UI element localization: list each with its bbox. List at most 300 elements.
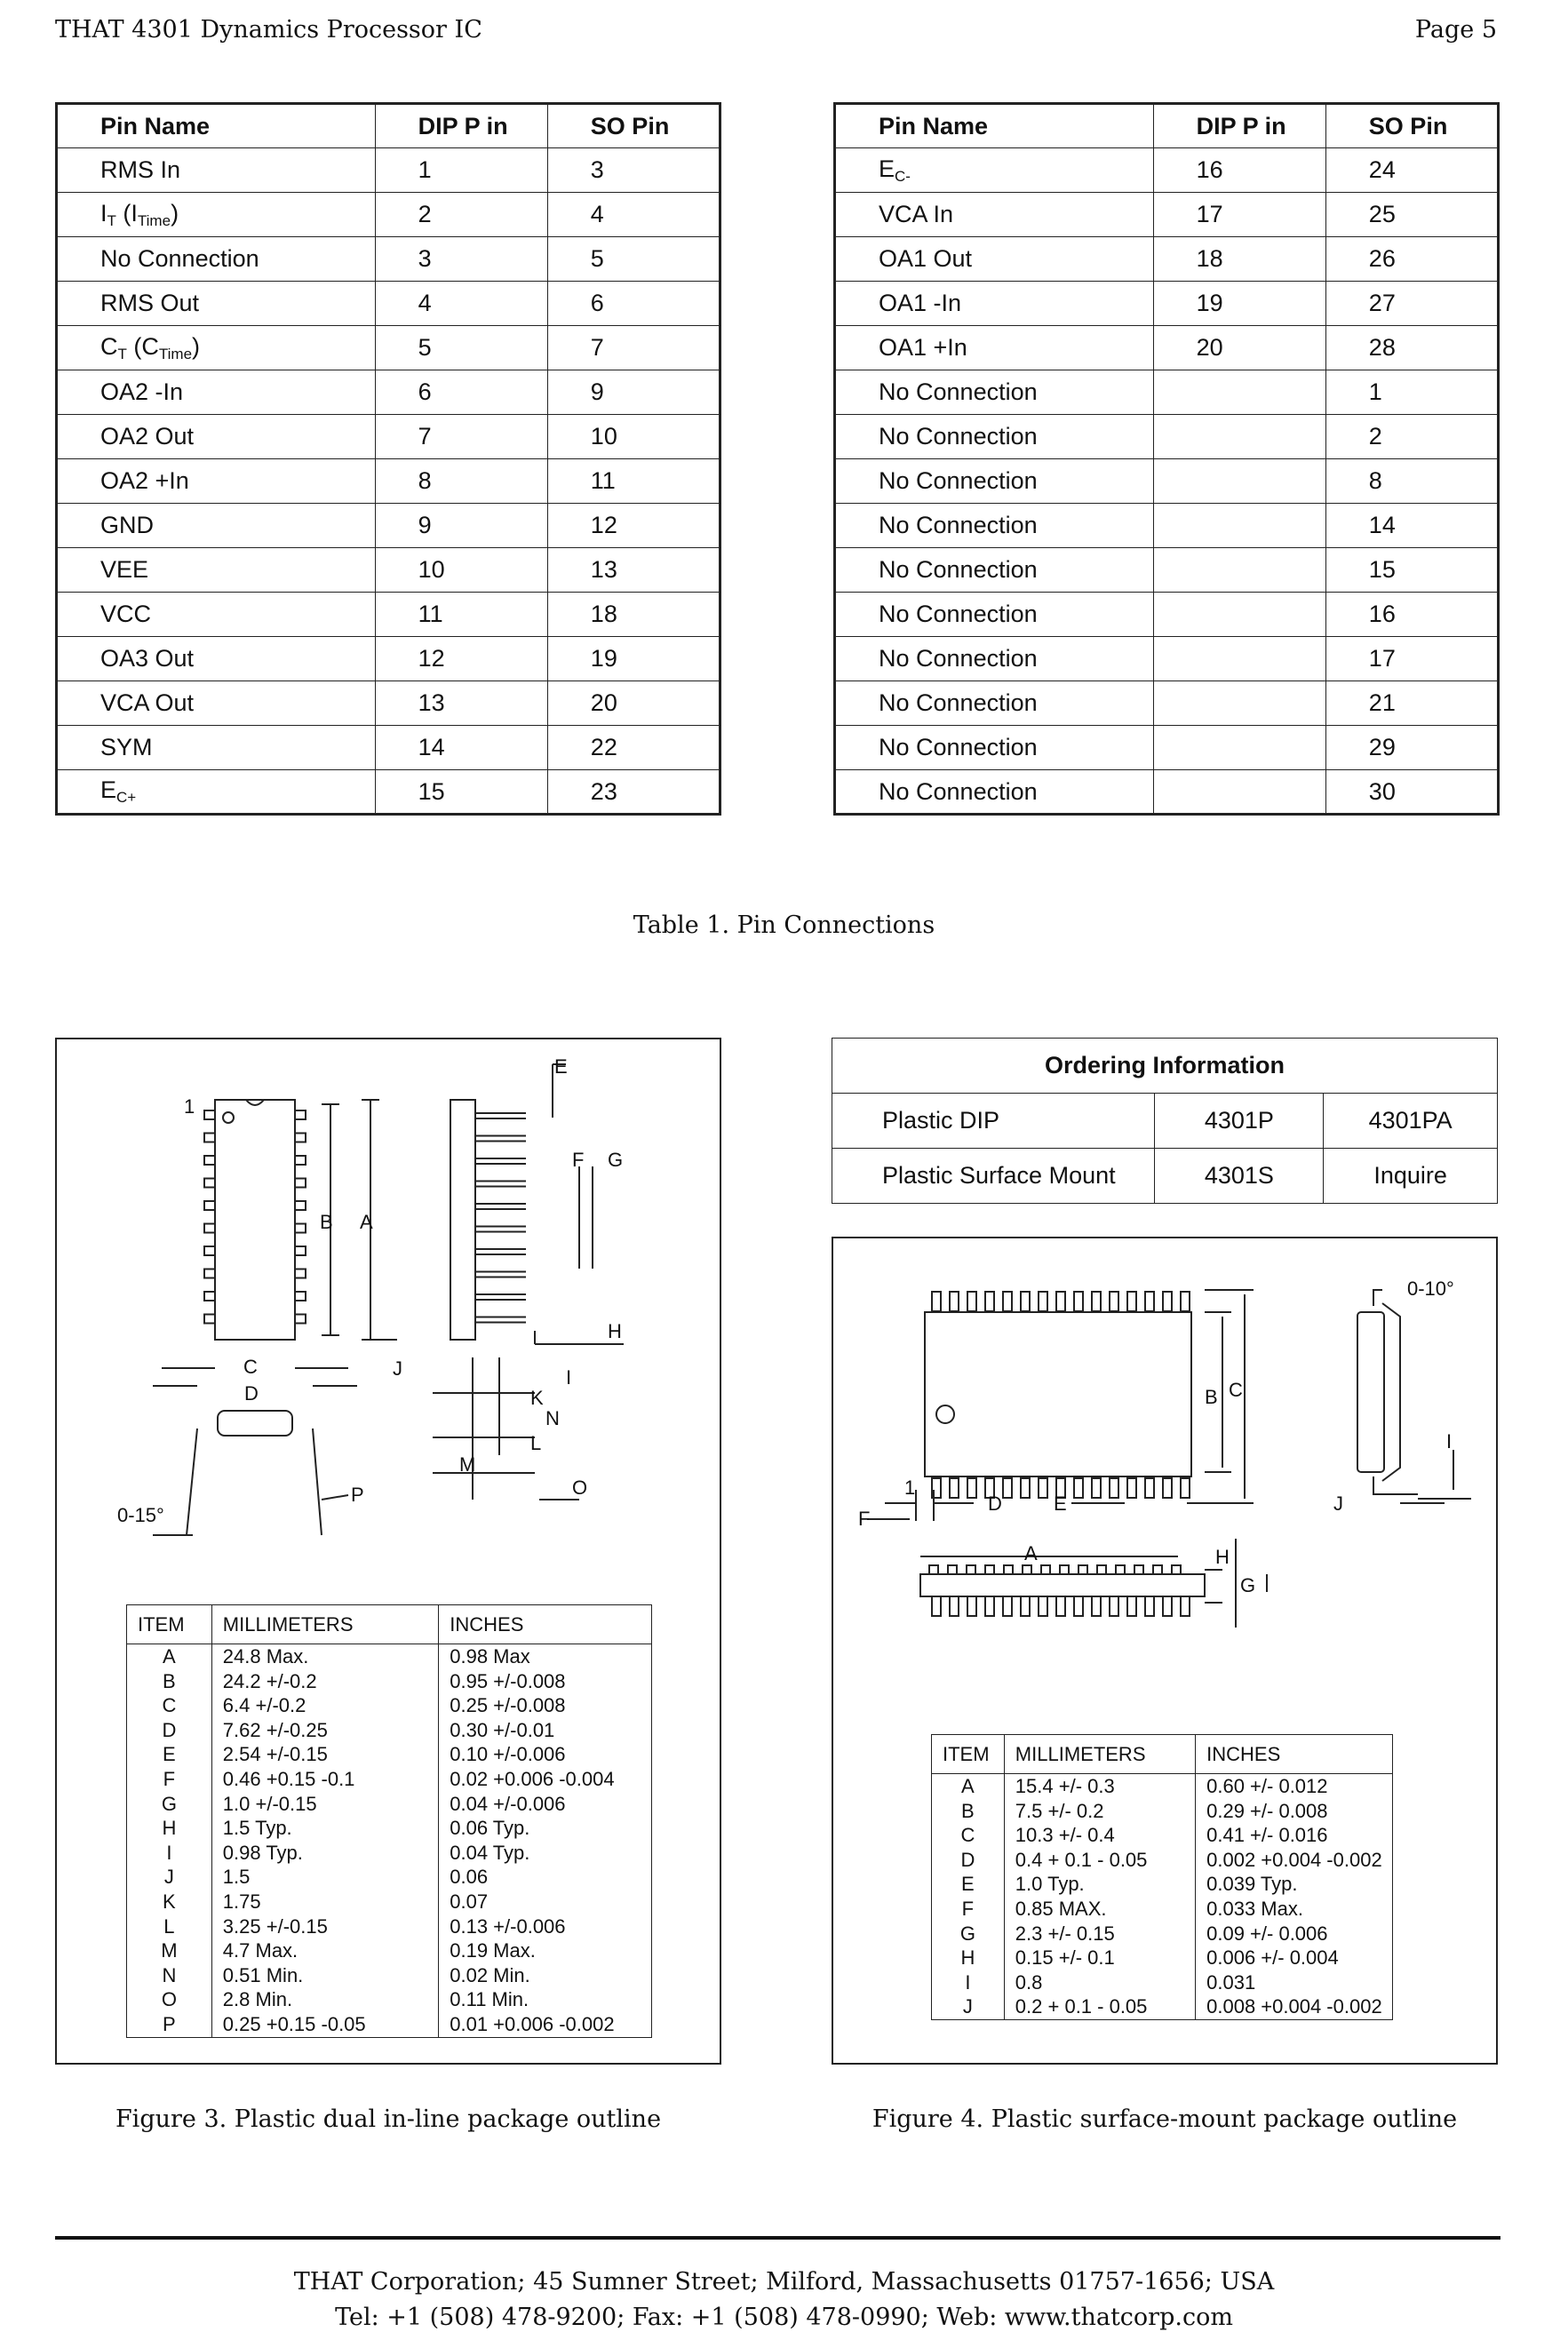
dim-item: F: [932, 1897, 1005, 1922]
pin-name: [835, 415, 1154, 459]
so-dim-label-j: J: [1333, 1492, 1343, 1515]
lead-pin: [985, 1596, 994, 1616]
so-dim-label-a: A: [1024, 1542, 1038, 1564]
lead-pin: [1003, 1596, 1012, 1616]
dip-pin: [1153, 504, 1325, 548]
dim-item: A: [127, 1644, 212, 1669]
so-pin: 20: [547, 681, 720, 726]
dim-inches: 0.01 +0.006 -0.002: [439, 2012, 652, 2037]
lead-pin: [1134, 1565, 1143, 1574]
pin-name: [57, 770, 376, 815]
table-row: [57, 459, 720, 504]
dim-inches: 0.41 +/- 0.016: [1196, 1823, 1393, 1848]
table-row: [835, 770, 1499, 815]
so-pin: 3: [547, 148, 720, 193]
so-pin: 26: [1325, 237, 1498, 282]
dim-label-d: D: [244, 1382, 259, 1405]
pin-name-text: OA1 -In: [879, 290, 962, 316]
pin-name-text: OA2 +In: [100, 467, 189, 494]
so-package-drawing: [832, 1237, 1498, 1725]
ordering-part: Inquire: [1324, 1149, 1498, 1204]
dim-inches: 0.30 +/-0.01: [439, 1718, 652, 1743]
dim-label-c: C: [243, 1356, 258, 1378]
pin-name-text: No Connection: [879, 423, 1038, 450]
pin-name: [57, 593, 376, 637]
pin-name: [835, 326, 1154, 370]
so-angle-label: 0-10°: [1407, 1277, 1454, 1300]
lead-pin: [985, 1565, 994, 1574]
dip-pin: [1153, 637, 1325, 681]
pin-name-text: E: [879, 155, 895, 182]
dim-inches: 0.98 Max: [439, 1644, 652, 1669]
dim-inches: 0.19 Max.: [439, 1938, 652, 1963]
table-row: [127, 1742, 652, 1767]
dim-inches: 0.95 +/-0.008: [439, 1669, 652, 1694]
dim-inches: 0.09 +/- 0.006: [1196, 1922, 1393, 1946]
dim-item: B: [127, 1669, 212, 1694]
table-row: [835, 415, 1499, 459]
pin-name-text: SYM: [100, 734, 153, 760]
table-row: [127, 1669, 652, 1694]
dim-label-i: I: [566, 1366, 572, 1389]
lead-pin: [204, 1179, 215, 1188]
lead-pin: [1145, 1478, 1154, 1498]
dim-item: O: [127, 1987, 212, 2012]
lead-pin: [295, 1224, 306, 1233]
lead-pin: [950, 1292, 959, 1311]
lead-pin: [1078, 1565, 1087, 1574]
so-pin: 23: [547, 770, 720, 815]
pin-name-text: RMS In: [100, 156, 181, 183]
pin-name-text: ): [171, 199, 179, 227]
pin-name-subscript: T: [117, 345, 127, 362]
col-so-pin: SO Pin: [547, 104, 720, 148]
so-pin: 22: [547, 726, 720, 770]
dim-inches: 0.006 +/- 0.004: [1196, 1946, 1393, 1970]
so-pin: 29: [1325, 726, 1498, 770]
so-pin: 25: [1325, 193, 1498, 237]
dip-pin: 12: [375, 637, 547, 681]
lead-pin: [204, 1224, 215, 1233]
lead-pin: [967, 1292, 976, 1311]
so-dim-label-d: D: [988, 1492, 1002, 1515]
table-caption: Table 1. Pin Connections: [633, 911, 935, 939]
so-pin: 19: [547, 637, 720, 681]
figure-4-caption: Figure 4. Plastic surface-mount package outline: [872, 2105, 1458, 2133]
pin-name: [57, 282, 376, 326]
lead-pin: [1056, 1596, 1065, 1616]
so-pin: 6: [547, 282, 720, 326]
table-row: [832, 1149, 1498, 1204]
table-row: [932, 1774, 1393, 1799]
table-row: [835, 148, 1499, 193]
dip-pin: 2: [375, 193, 547, 237]
lead-pin: [1003, 1292, 1012, 1311]
dim-label-k: K: [530, 1387, 544, 1409]
col-so-pin: SO Pin: [1325, 104, 1498, 148]
dim-millimeters: 10.3 +/- 0.4: [1004, 1823, 1195, 1848]
dip-pin: [1153, 726, 1325, 770]
dim-millimeters: 1.75: [211, 1890, 438, 1914]
ordering-title: Ordering Information: [832, 1039, 1498, 1094]
pin-name-text: (I: [115, 199, 138, 227]
so-pin: 5: [547, 237, 720, 282]
table-row: [835, 726, 1499, 770]
dip-package-drawing: [55, 1038, 721, 1597]
pin-name: [57, 193, 376, 237]
col-dip-pin: DIP P in: [1153, 104, 1325, 148]
dim-label-b: B: [320, 1211, 333, 1233]
dim-item: C: [127, 1693, 212, 1718]
table-row: [127, 1644, 652, 1669]
table-row: [835, 637, 1499, 681]
pin-name: [57, 459, 376, 504]
lead-pin: [950, 1478, 959, 1498]
so-pin: 7: [547, 326, 720, 370]
pin-name-text: No Connection: [879, 512, 1038, 538]
dim-inches: 0.039 Typ.: [1196, 1872, 1393, 1897]
lead-pin: [1041, 1565, 1050, 1574]
lead-pin: [1092, 1292, 1101, 1311]
lead-pin: [950, 1596, 959, 1616]
pin-name: [835, 770, 1154, 815]
pin-name-text: OA2 Out: [100, 423, 195, 450]
lead-pin: [1039, 1478, 1047, 1498]
lead-pin: [1056, 1292, 1065, 1311]
table-row: [57, 770, 720, 815]
pin-name-text: (C: [126, 332, 159, 360]
lead-pin: [1039, 1292, 1047, 1311]
table-row: [835, 326, 1499, 370]
lead-pin: [1110, 1478, 1118, 1498]
dim-label-p: P: [351, 1484, 364, 1506]
dim-item: D: [127, 1718, 212, 1743]
col-pin-name: Pin Name: [835, 104, 1154, 148]
dim-label-n: N: [545, 1407, 560, 1429]
so-pin: 12: [547, 504, 720, 548]
dip-pin: [1153, 459, 1325, 504]
dim-label-e: E: [554, 1055, 568, 1078]
so-dim-label-f: F: [858, 1508, 871, 1530]
lead-pin: [1110, 1596, 1118, 1616]
dim-item: A: [932, 1774, 1005, 1799]
dim-label-m: M: [459, 1453, 476, 1476]
dim-millimeters: 15.4 +/- 0.3: [1004, 1774, 1195, 1799]
lead-pin: [967, 1478, 976, 1498]
table-row: [932, 1848, 1393, 1873]
table-row: [835, 370, 1499, 415]
dim-label-g: G: [608, 1149, 624, 1171]
dip-pin: 3: [375, 237, 547, 282]
table-row: [127, 1718, 652, 1743]
dim-inches: 0.002 +0.004 -0.002: [1196, 1848, 1393, 1873]
pin-name-subscript: Time: [158, 345, 193, 362]
lead-pin: [1116, 1565, 1125, 1574]
table-row: [57, 282, 720, 326]
dim-item: H: [932, 1946, 1005, 1970]
pin-name: [835, 370, 1154, 415]
table-row: [932, 1823, 1393, 1848]
so-pin: 16: [1325, 593, 1498, 637]
pin-name-text: No Connection: [879, 645, 1038, 672]
lead-pin: [1181, 1292, 1190, 1311]
so-pin: 28: [1325, 326, 1498, 370]
dim-item: F: [127, 1767, 212, 1792]
dip-pin: 20: [1153, 326, 1325, 370]
table-row: [835, 593, 1499, 637]
table-row: [127, 1792, 652, 1817]
table-row: [835, 193, 1499, 237]
so-pin: 13: [547, 548, 720, 593]
dim-item: D: [932, 1848, 1005, 1873]
dim-millimeters: 0.46 +0.15 -0.1: [211, 1767, 438, 1792]
so-pin: 24: [1325, 148, 1498, 193]
dim-millimeters: 0.98 Typ.: [211, 1841, 438, 1866]
so-pin: 10: [547, 415, 720, 459]
pin-name-text: ): [192, 332, 201, 360]
dim-millimeters: 0.25 +0.15 -0.05: [211, 2012, 438, 2037]
lead-pin: [1023, 1565, 1031, 1574]
so-pin: 27: [1325, 282, 1498, 326]
so-pin: 9: [547, 370, 720, 415]
lead-pin: [1145, 1292, 1154, 1311]
table-row: [57, 148, 720, 193]
col-inches: INCHES: [439, 1605, 652, 1644]
dim-millimeters: 0.51 Min.: [211, 1963, 438, 1988]
lead-pin: [204, 1201, 215, 1210]
pin-name-text: VCA Out: [100, 689, 195, 716]
pin-name-text: No Connection: [879, 601, 1038, 627]
pin-name-text: OA1 Out: [879, 245, 973, 272]
table-row: [57, 593, 720, 637]
pin-table-header: [835, 104, 1499, 148]
table-row: [127, 1890, 652, 1914]
dim-millimeters: 2.8 Min.: [211, 1987, 438, 2012]
table-row: [57, 193, 720, 237]
pin-name-text: GND: [100, 512, 154, 538]
dim-label-j: J: [393, 1357, 402, 1380]
so-pin: 15: [1325, 548, 1498, 593]
so-dim-label-g: G: [1240, 1574, 1256, 1596]
dim-millimeters: 7.62 +/-0.25: [211, 1718, 438, 1743]
lead-pin: [1181, 1478, 1190, 1498]
lead-pin: [1003, 1478, 1012, 1498]
dim-millimeters: 0.8: [1004, 1970, 1195, 1995]
lead-pin: [929, 1565, 938, 1574]
pin-name-text: OA3 Out: [100, 645, 195, 672]
dim-inches: 0.04 Typ.: [439, 1841, 652, 1866]
pin-name-text: No Connection: [879, 689, 1038, 716]
table-row: [57, 681, 720, 726]
dip-dimension-table: [126, 1604, 652, 2038]
dim-millimeters: 2.3 +/- 0.15: [1004, 1922, 1195, 1946]
col-millimeters: MILLIMETERS: [211, 1605, 438, 1644]
table-row: [932, 1970, 1393, 1995]
pin-table-header: [57, 104, 720, 148]
table-row: [57, 370, 720, 415]
pin-name-text: RMS Out: [100, 290, 200, 316]
pin-name: [835, 548, 1154, 593]
lead-pin: [295, 1134, 306, 1142]
dip-pin: [1153, 593, 1325, 637]
lead-pin: [204, 1156, 215, 1165]
lead-pin: [1021, 1292, 1030, 1311]
so-pin: 18: [547, 593, 720, 637]
dip-pin: 11: [375, 593, 547, 637]
lead-pin: [1092, 1596, 1101, 1616]
dim-item: P: [127, 2012, 212, 2037]
lead-pin: [295, 1269, 306, 1278]
dim-millimeters: 1.0 +/-0.15: [211, 1792, 438, 1817]
table-row: [835, 548, 1499, 593]
dim-millimeters: 24.2 +/-0.2: [211, 1669, 438, 1694]
pin-name: [835, 681, 1154, 726]
table-row: [127, 1987, 652, 2012]
dim-item: B: [932, 1799, 1005, 1824]
dim-inches: 0.008 +0.004 -0.002: [1196, 1994, 1393, 2019]
lead-pin: [204, 1269, 215, 1278]
dim-inches: 0.10 +/-0.006: [439, 1742, 652, 1767]
table-row: [932, 1994, 1393, 2019]
table-row: [57, 504, 720, 548]
dim-item: J: [932, 1994, 1005, 2019]
pin-name: [57, 148, 376, 193]
lead-pin: [1163, 1292, 1172, 1311]
table-row: [127, 1914, 652, 1939]
pin-name-text: No Connection: [879, 734, 1038, 760]
so-dim-label-c: C: [1229, 1379, 1243, 1401]
dip-pin: 19: [1153, 282, 1325, 326]
col-millimeters: MILLIMETERS: [1004, 1735, 1195, 1774]
so-pin: 30: [1325, 770, 1498, 815]
pin-name: [57, 504, 376, 548]
pin-name-text: No Connection: [879, 556, 1038, 583]
dip-pin: 18: [1153, 237, 1325, 282]
dim-item: E: [932, 1872, 1005, 1897]
pin-name-text: No Connection: [100, 245, 259, 272]
ordering-part: 4301S: [1155, 1149, 1324, 1204]
lead-pin: [1021, 1596, 1030, 1616]
pin-name-subscript: C+: [116, 789, 137, 806]
table-row: [127, 1816, 652, 1841]
dim-item: N: [127, 1963, 212, 1988]
table-row: [127, 1963, 652, 1988]
lead-pin: [1127, 1478, 1136, 1498]
dim-inches: 0.07: [439, 1890, 652, 1914]
dim-millimeters: 0.85 MAX.: [1004, 1897, 1195, 1922]
footer-rule: [55, 2236, 1500, 2240]
dim-millimeters: 1.5: [211, 1865, 438, 1890]
dim-item: K: [127, 1890, 212, 1914]
dip-pin: 17: [1153, 193, 1325, 237]
table-row: [932, 1799, 1393, 1824]
dim-inches: 0.13 +/-0.006: [439, 1914, 652, 1939]
lead-pin: [1074, 1478, 1083, 1498]
footer-contact: Tel: +1 (508) 478-9200; Fax: +1 (508) 478-0990; Web: www.thatcorp.com: [335, 2304, 1233, 2331]
lead-pin: [1021, 1478, 1030, 1498]
lead-pin: [1172, 1565, 1181, 1574]
lead-pin: [204, 1292, 215, 1301]
dip-pin: [1153, 370, 1325, 415]
dip-pin: 16: [1153, 148, 1325, 193]
so-dim-label-b: B: [1205, 1386, 1218, 1408]
dip-pin: 5: [375, 326, 547, 370]
lead-pin: [295, 1179, 306, 1188]
lead-pin: [1163, 1596, 1172, 1616]
dim-label-f: F: [572, 1149, 585, 1171]
ordering-package: Plastic Surface Mount: [832, 1149, 1155, 1204]
lead-pin: [1163, 1478, 1172, 1498]
ordering-part: 4301PA: [1324, 1094, 1498, 1149]
lead-pin: [204, 1110, 215, 1119]
dip-angle-label: 0-15°: [117, 1504, 164, 1526]
lead-pin: [204, 1315, 215, 1324]
ordering-package: Plastic DIP: [832, 1094, 1155, 1149]
pin-name: [835, 459, 1154, 504]
table-row: [932, 1897, 1393, 1922]
dim-item: G: [932, 1922, 1005, 1946]
lead-pin: [1153, 1565, 1162, 1574]
dip-pin: 7: [375, 415, 547, 459]
pin-name: [835, 726, 1154, 770]
dim-item: H: [127, 1816, 212, 1841]
table-row: [57, 726, 720, 770]
lead-pin: [204, 1134, 215, 1142]
dip-pin1-label: 1: [184, 1095, 195, 1118]
so-pin: 17: [1325, 637, 1498, 681]
table-row: [832, 1094, 1498, 1149]
lead-pin: [1127, 1596, 1136, 1616]
pin-name-text: VEE: [100, 556, 149, 583]
so-pin: 1: [1325, 370, 1498, 415]
lead-pin: [1039, 1596, 1047, 1616]
dip-pin: 8: [375, 459, 547, 504]
pin-table-left: [55, 102, 721, 816]
table-row: [57, 237, 720, 282]
table-row: [835, 282, 1499, 326]
col-inches: INCHES: [1196, 1735, 1393, 1774]
dim-millimeters: 7.5 +/- 0.2: [1004, 1799, 1195, 1824]
so-pin: 2: [1325, 415, 1498, 459]
pin-name: [835, 282, 1154, 326]
lead-pin: [932, 1292, 941, 1311]
table-row: [932, 1872, 1393, 1897]
dim-label-l: L: [530, 1432, 542, 1454]
dim-item: C: [932, 1823, 1005, 1848]
pin-name-text: No Connection: [879, 467, 1038, 494]
pin-name: [835, 237, 1154, 282]
so-dim-label-h: H: [1215, 1546, 1230, 1568]
pin-name: [57, 370, 376, 415]
pin-name: [835, 193, 1154, 237]
lead-pin: [295, 1110, 306, 1119]
footer-address: THAT Corporation; 45 Sumner Street; Milford, Massachusetts 01757-1656; USA: [293, 2268, 1275, 2296]
pin-name: [57, 637, 376, 681]
lead-pin: [1097, 1565, 1106, 1574]
pin-name-text: I: [100, 199, 107, 227]
so-dim-label-e: E: [1054, 1492, 1067, 1515]
pin-name: [835, 148, 1154, 193]
pin-name: [57, 681, 376, 726]
so-pin: 11: [547, 459, 720, 504]
dim-inches: 0.06: [439, 1865, 652, 1890]
dim-inches: 0.60 +/- 0.012: [1196, 1774, 1393, 1799]
pin-name-text: No Connection: [879, 378, 1038, 405]
table-row: [127, 1865, 652, 1890]
pin-name-subscript: T: [107, 211, 116, 229]
dip-pin: 9: [375, 504, 547, 548]
pin-name: [57, 326, 376, 370]
